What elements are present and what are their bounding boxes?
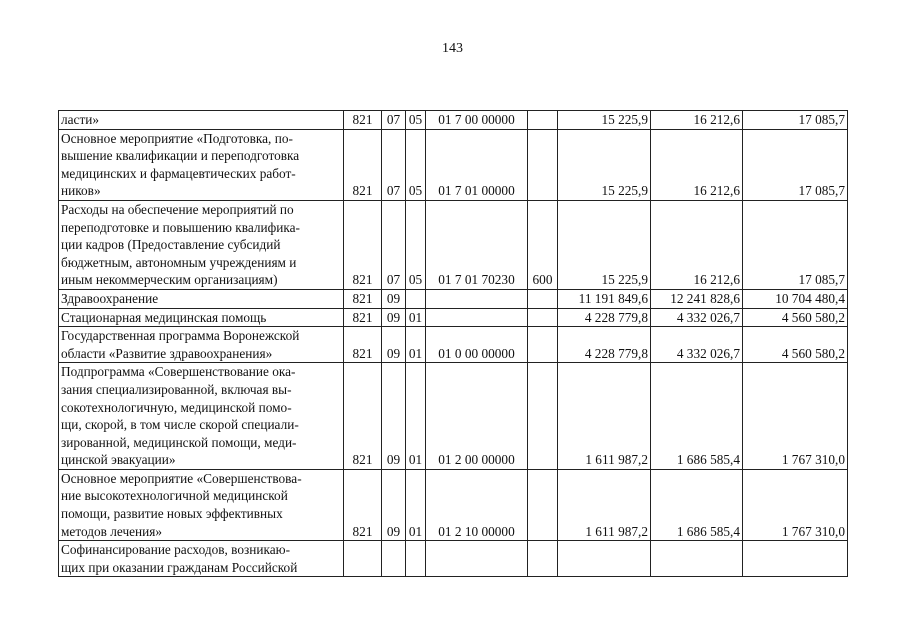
budget-table-body	[59, 111, 848, 577]
item-name-line: зания специализированной, включая вы-	[61, 381, 292, 397]
ministry-code-cell: 821	[344, 363, 382, 470]
amount-year1-cell	[558, 541, 651, 577]
section-code-cell: 09	[382, 363, 406, 470]
subsection-code-cell	[406, 541, 426, 577]
section-code-cell: 09	[382, 308, 406, 327]
target-article-cell: 01 7 01 70230	[426, 200, 528, 289]
amount-year3-cell: 1 767 310,0	[743, 363, 848, 470]
item-name-line: бюджетным, автономным учреждениям и	[61, 254, 297, 270]
section-code-cell: 07	[382, 129, 406, 200]
target-article-cell: 01 2 10 00000	[426, 469, 528, 540]
item-name-line: Государственная программа Воронежской	[61, 328, 300, 344]
expense-type-cell	[528, 129, 558, 200]
subsection-code-cell: 01	[406, 363, 426, 470]
target-article-cell	[426, 541, 528, 577]
amount-year2-cell: 4 332 026,7	[651, 308, 743, 327]
expense-type-cell	[528, 363, 558, 470]
ministry-code-cell: 821	[344, 469, 382, 540]
ministry-code-cell: 821	[344, 129, 382, 200]
budget-table	[58, 110, 848, 577]
item-name-line: ласти»	[61, 112, 100, 127]
item-name-line: щи, скорой, в том числе скорой специали-	[61, 417, 299, 433]
section-code-cell: 09	[382, 327, 406, 363]
item-name-line: Расходы на обеспечение мероприятий по	[61, 201, 294, 217]
item-name-line: Здравоохранение	[61, 290, 159, 306]
table-row	[59, 327, 848, 363]
item-name-line: Софинансирование расходов, возникаю-	[61, 542, 291, 558]
item-name-cell	[59, 327, 344, 363]
amount-year2-cell: 1 686 585,4	[651, 363, 743, 470]
amount-year2-cell: 12 241 828,6	[651, 289, 743, 308]
ministry-code-cell: 821	[344, 111, 382, 130]
item-name-cell	[59, 200, 344, 289]
item-name-line: Основное мероприятие «Совершенствова-	[61, 470, 302, 486]
amount-year1-cell: 4 228 779,8	[558, 327, 651, 363]
table-row	[59, 200, 848, 289]
item-name-line: вышение квалификации и переподготовка	[61, 148, 300, 164]
table-row	[59, 469, 848, 540]
target-article-cell	[426, 289, 528, 308]
expense-type-cell	[528, 308, 558, 327]
item-name-cell	[59, 129, 344, 200]
target-article-cell: 01 0 00 00000	[426, 327, 528, 363]
target-article-cell: 01 7 01 00000	[426, 129, 528, 200]
item-name-line: зированной, медицинской помощи, меди-	[61, 434, 297, 450]
item-name-line: Основное мероприятие «Подготовка, по-	[61, 130, 293, 146]
table-row	[59, 363, 848, 470]
amount-year3-cell: 10 704 480,4	[743, 289, 848, 308]
ministry-code-cell: 821	[344, 327, 382, 363]
ministry-code-cell	[344, 541, 382, 577]
expense-type-cell	[528, 289, 558, 308]
amount-year2-cell: 16 212,6	[651, 129, 743, 200]
item-name-cell	[59, 363, 344, 470]
section-code-cell	[382, 541, 406, 577]
amount-year3-cell: 4 560 580,2	[743, 308, 848, 327]
subsection-code-cell	[406, 289, 426, 308]
item-name-cell	[59, 289, 344, 308]
subsection-code-cell: 01	[406, 469, 426, 540]
amount-year1-cell: 11 191 849,6	[558, 289, 651, 308]
item-name-line: ников»	[61, 183, 101, 199]
item-name-line: переподготовке и повышению квалифика-	[61, 219, 300, 235]
target-article-cell: 01 7 00 00000	[426, 111, 528, 130]
table-row	[59, 129, 848, 200]
amount-year3-cell: 17 085,7	[743, 200, 848, 289]
amount-year2-cell: 16 212,6	[651, 200, 743, 289]
item-name-line: иным некоммерческим организациям)	[61, 272, 278, 288]
item-name-line: щих при оказании гражданам Российской	[61, 559, 298, 575]
amount-year3-cell: 4 560 580,2	[743, 327, 848, 363]
item-name-line: ции кадров (Предоставление субсидий	[61, 237, 281, 253]
item-name-line: помощи, развитие новых эффективных	[61, 506, 283, 522]
ministry-code-cell: 821	[344, 308, 382, 327]
amount-year1-cell: 15 225,9	[558, 111, 651, 130]
item-name-line: цинской эвакуации»	[61, 452, 176, 468]
item-name-line: Стационарная медицинская помощь	[61, 309, 267, 325]
section-code-cell: 07	[382, 200, 406, 289]
item-name-cell	[59, 111, 344, 130]
item-name-cell	[59, 469, 344, 540]
expense-type-cell	[528, 111, 558, 130]
amount-year1-cell: 15 225,9	[558, 129, 651, 200]
item-name-line: сокотехнологичную, медицинской помо-	[61, 399, 292, 415]
amount-year3-cell: 17 085,7	[743, 111, 848, 130]
page-number: 143	[442, 41, 463, 56]
table-row	[59, 289, 848, 308]
target-article-cell: 01 2 00 00000	[426, 363, 528, 470]
expense-type-cell	[528, 469, 558, 540]
amount-year2-cell: 1 686 585,4	[651, 469, 743, 540]
subsection-code-cell: 05	[406, 111, 426, 130]
amount-year1-cell: 4 228 779,8	[558, 308, 651, 327]
subsection-code-cell: 01	[406, 327, 426, 363]
ministry-code-cell: 821	[344, 289, 382, 308]
expense-type-cell: 600	[528, 200, 558, 289]
amount-year2-cell	[651, 541, 743, 577]
amount-year2-cell: 16 212,6	[651, 111, 743, 130]
table-row	[59, 111, 848, 130]
amount-year1-cell: 15 225,9	[558, 200, 651, 289]
item-name-line: медицинских и фармацевтических работ-	[61, 165, 296, 181]
item-name-line: методов лечения»	[61, 523, 163, 539]
subsection-code-cell: 01	[406, 308, 426, 327]
amount-year3-cell	[743, 541, 848, 577]
section-code-cell: 09	[382, 469, 406, 540]
expense-type-cell	[528, 541, 558, 577]
item-name-line: Подпрограмма «Совершенствование ока-	[61, 364, 296, 380]
amount-year1-cell: 1 611 987,2	[558, 469, 651, 540]
amount-year1-cell: 1 611 987,2	[558, 363, 651, 470]
ministry-code-cell: 821	[344, 200, 382, 289]
amount-year3-cell: 17 085,7	[743, 129, 848, 200]
target-article-cell	[426, 308, 528, 327]
table-row	[59, 541, 848, 577]
amount-year3-cell: 1 767 310,0	[743, 469, 848, 540]
item-name-line: области «Развитие здравоохранения»	[61, 345, 273, 361]
subsection-code-cell: 05	[406, 200, 426, 289]
item-name-cell	[59, 308, 344, 327]
expense-type-cell	[528, 327, 558, 363]
amount-year2-cell: 4 332 026,7	[651, 327, 743, 363]
section-code-cell: 09	[382, 289, 406, 308]
item-name-line: ние высокотехнологичной медицинской	[61, 488, 288, 504]
section-code-cell: 07	[382, 111, 406, 130]
subsection-code-cell: 05	[406, 129, 426, 200]
item-name-cell	[59, 541, 344, 577]
table-row	[59, 308, 848, 327]
